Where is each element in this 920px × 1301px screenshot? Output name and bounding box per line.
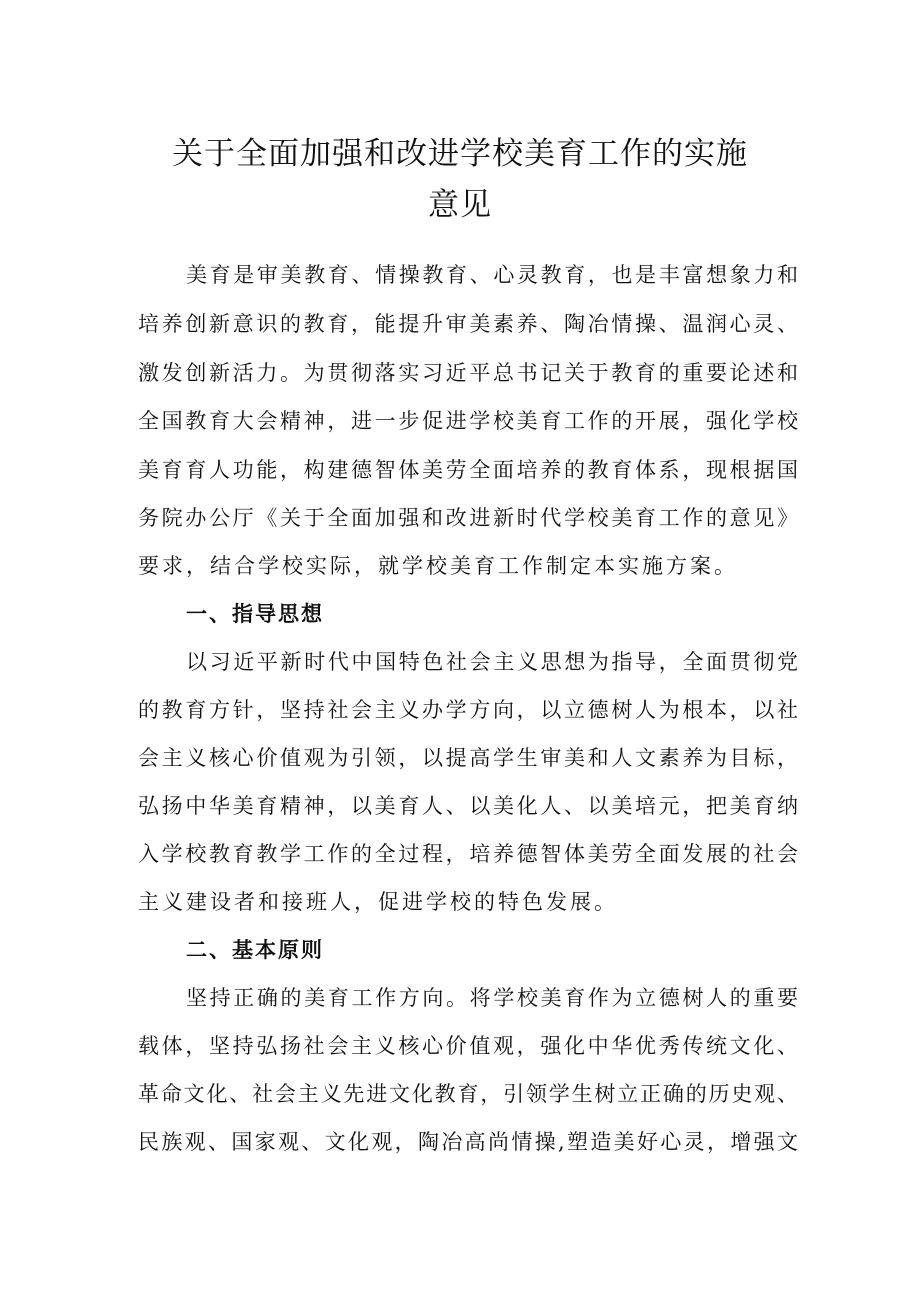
section2-line: 载体，坚持弘扬社会主义核心价值观，强化中华优秀传统文化、 [138, 1034, 798, 1058]
document-title-line-1: 关于全面加强和改进学校美育工作的实施 [172, 136, 748, 172]
intro-line: 全国教育大会精神，进一步促进学校美育工作的开展，强化学校 [138, 409, 798, 433]
section-heading-basic-principles: 二、基本原则 [186, 938, 324, 962]
intro-line: 激发创新活力。为贯彻落实习近平总书记关于教育的重要论述和 [138, 361, 798, 385]
section1-line: 以习近平新时代中国特色社会主义思想为指导，全面贯彻党 [186, 650, 798, 674]
intro-line: 美育是审美教育、情操教育、心灵教育，也是丰富想象力和 [186, 263, 798, 287]
section-heading-guiding-ideology: 一、指导思想 [186, 602, 324, 626]
intro-line: 培养创新意识的教育，能提升审美素养、陶冶情操、温润心灵、 [138, 312, 798, 336]
intro-line: 美育育人功能，构建德智体美劳全面培养的教育体系，现根据国 [138, 458, 798, 482]
intro-line: 务院办公厅《关于全面加强和改进新时代学校美育工作的意见》 [138, 506, 798, 530]
document-title-line-2: 意见 [428, 187, 492, 223]
section2-line: 坚持正确的美育工作方向。将学校美育作为立德树人的重要 [186, 986, 798, 1010]
section1-line: 弘扬中华美育精神，以美育人、以美化人、以美培元，把美育纳 [138, 794, 798, 818]
intro-line: 要求，结合学校实际，就学校美育工作制定本实施方案。 [138, 554, 738, 578]
section1-line: 会主义核心价值观为引领，以提高学生审美和人文素养为目标， [138, 746, 798, 770]
section2-line: 民族观、国家观、文化观，陶冶高尚情操,塑造美好心灵，增强文 [138, 1130, 798, 1154]
section1-line: 入学校教育教学工作的全过程，培养德智体美劳全面发展的社会 [138, 842, 798, 866]
section1-line: 主义建设者和接班人，促进学校的特色发展。 [138, 890, 618, 914]
section1-line: 的教育方针，坚持社会主义办学方向，以立德树人为根本，以社 [138, 698, 798, 722]
section2-line: 革命文化、社会主义先进文化教育，引领学生树立正确的历史观、 [138, 1082, 798, 1106]
